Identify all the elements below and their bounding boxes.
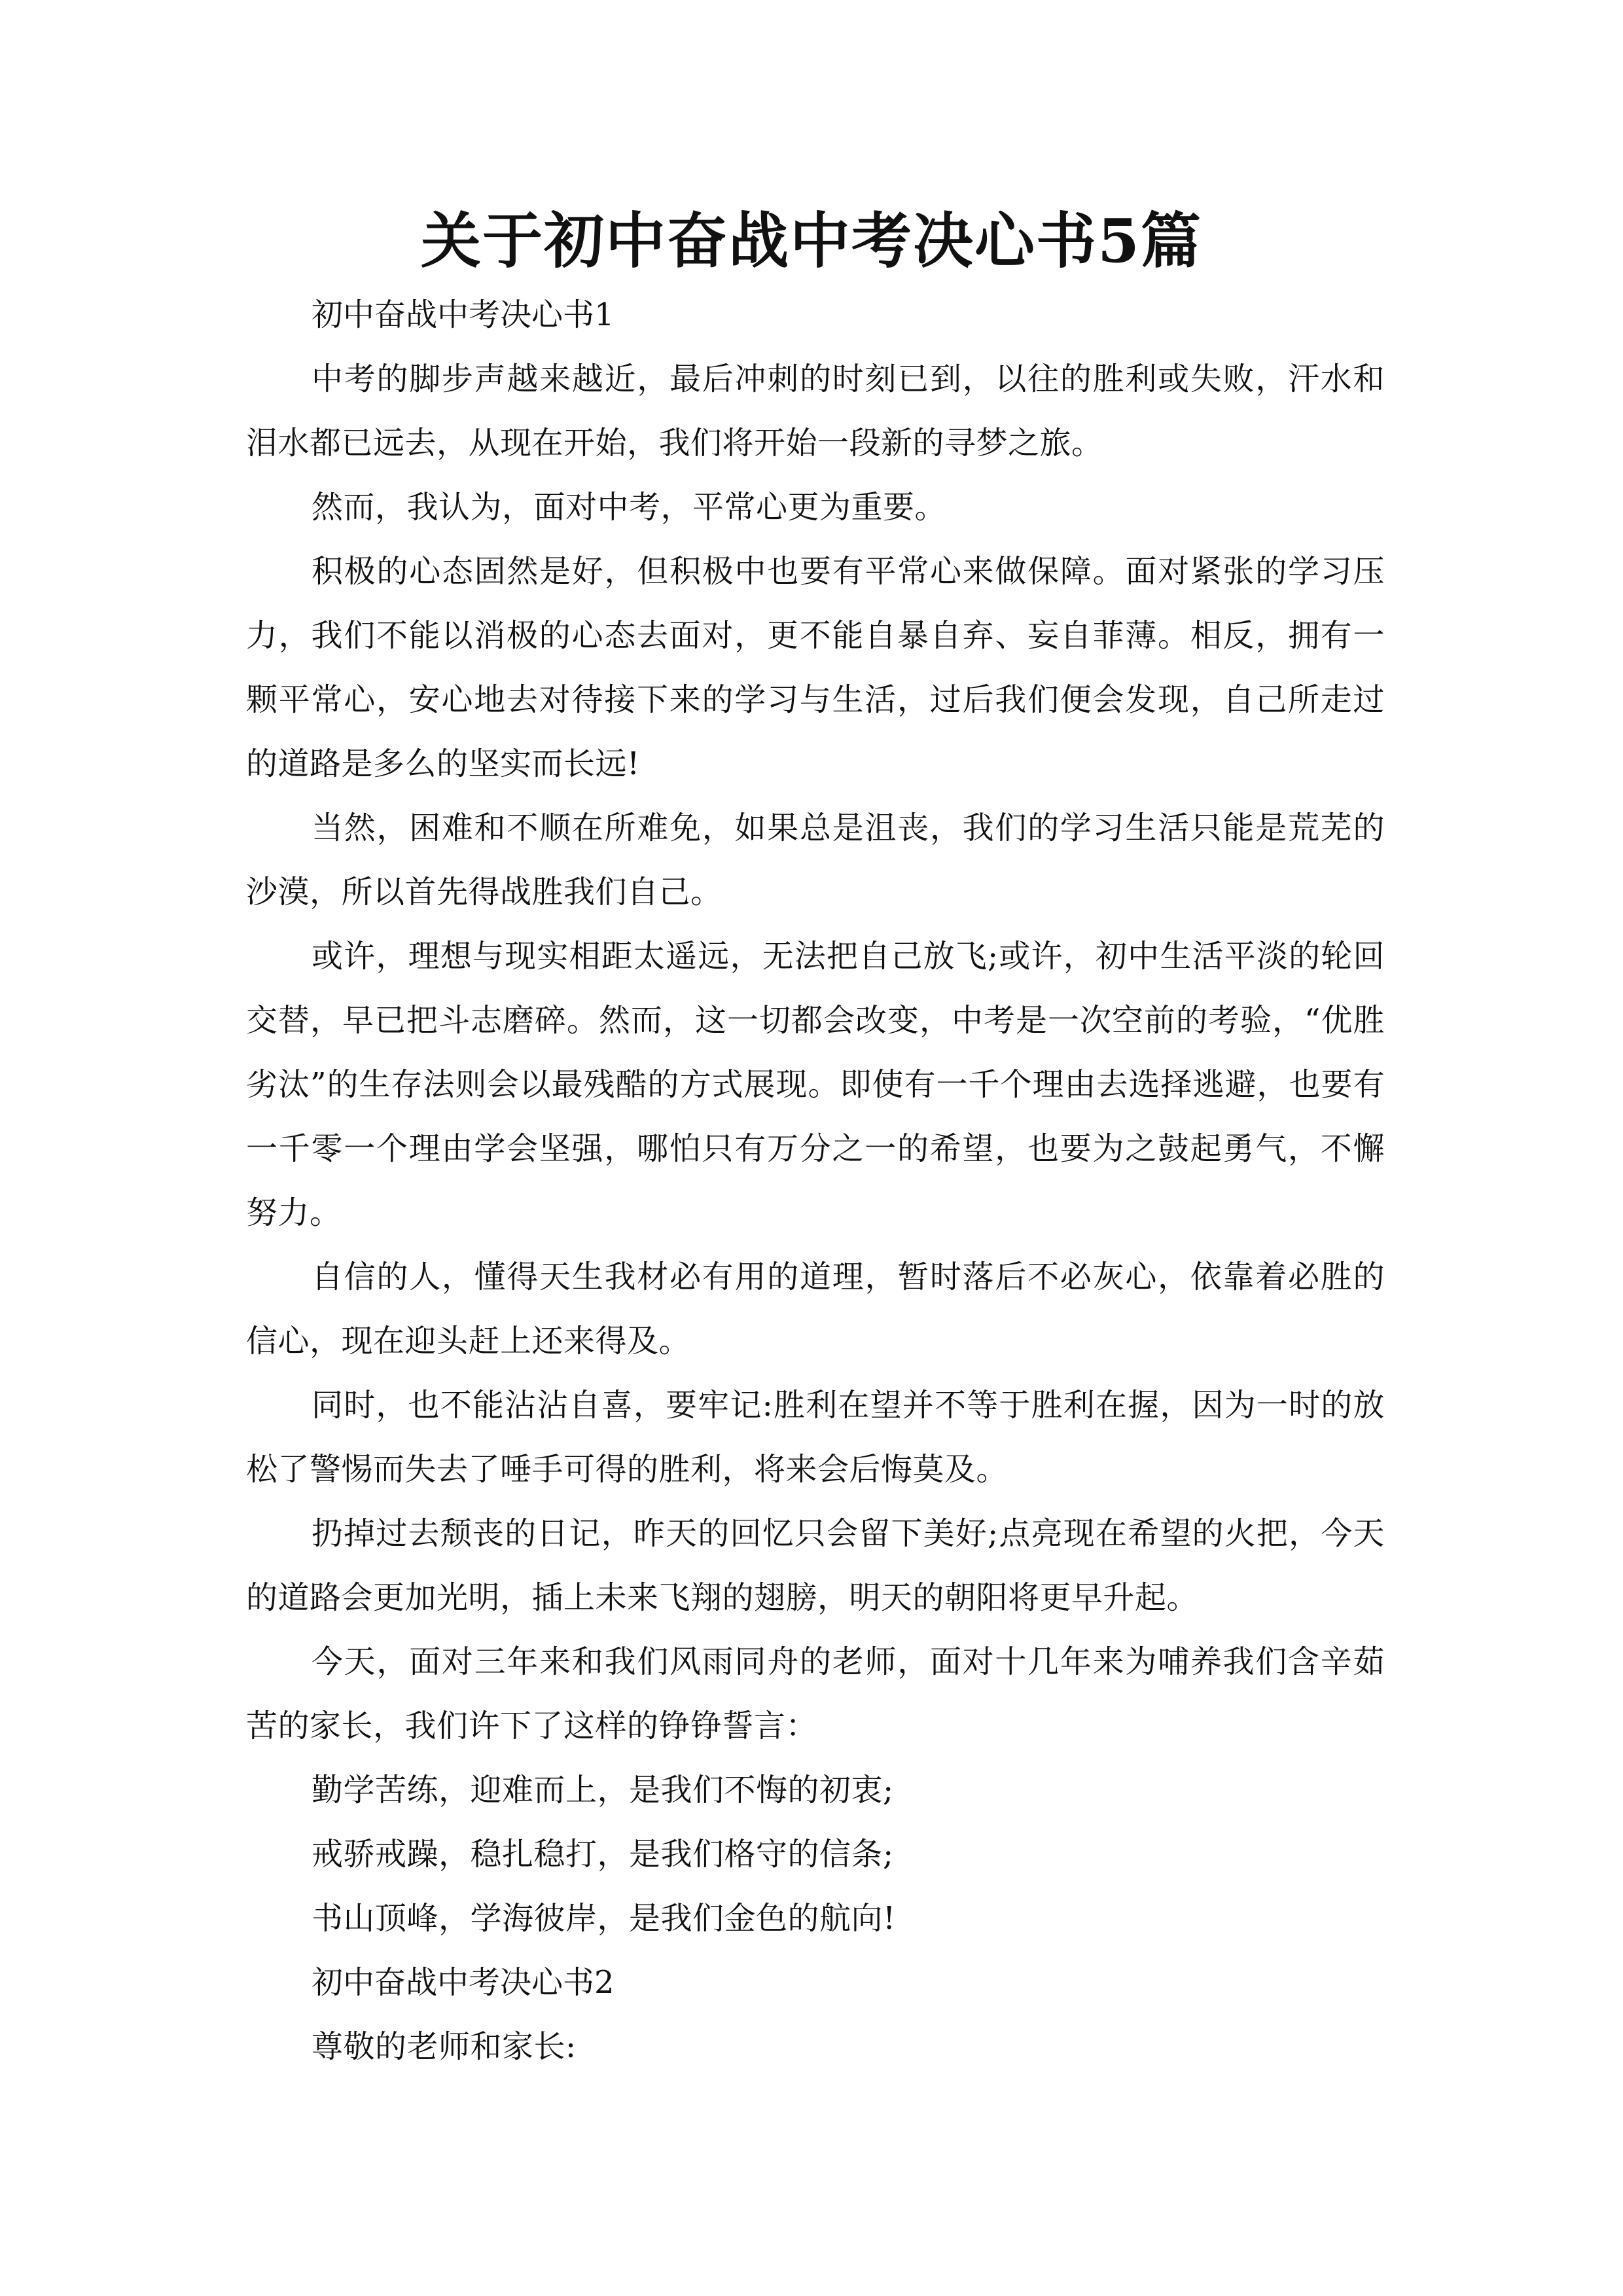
paragraph: 书山顶峰，学海彼岸，是我们金色的航向! [312, 1900, 896, 1937]
document-body [246, 283, 1385, 2079]
paragraph: 中考的脚步声越来越近，最后冲刺的时刻已到，以往的胜利或失败，汗水和泪水都已远去，从现在开始，我们将开始一段新的寻梦之旅。 [246, 361, 1385, 461]
paragraph: 今天，面对三年来和我们风雨同舟的老师，面对十几年来为哺养我们含辛茹苦的家长，我们许下了这样的铮铮誓言： [246, 1643, 1385, 1744]
paragraph: 尊敬的老师和家长: [312, 2028, 577, 2065]
paragraph: 勤学苦练，迎难而上，是我们不悔的初衷; [312, 1772, 894, 1808]
paragraph: 积极的心态固然是好，但积极中也要有平常心来做保障。面对紧张的学习压力，我们不能以消极的心态去面对，更不能自暴自弃、妄自菲薄。相反，拥有一颗平常心，安心地去对待接下来的学习与生活，过后我们便会发现，自己所走过的道路是多么的坚实而长远! [246, 553, 1385, 782]
section-heading: 初中奋战中考决心书1 [312, 296, 615, 333]
paragraph: 当然，困难和不顺在所难免，如果总是沮丧，我们的学习生活只能是荒芜的沙漠，所以首先得战胜我们自己。 [246, 810, 1385, 910]
document-title: 关于初中奋战中考决心书5篇 [420, 206, 1202, 276]
section-heading: 初中奋战中考决心书2 [312, 1964, 615, 2001]
paragraph: 自信的人，懂得天生我材必有用的道理，暂时落后不必灰心，依靠着必胜的信心，现在迎头赶上还来得及。 [246, 1259, 1385, 1359]
paragraph: 或许，理想与现实相距太遥远，无法把自己放飞;或许，初中生活平淡的轮回交替，早已把斗志磨碎。然而，这一切都会改变，中考是一次空前的考验，“优胜劣汰”的生存法则会以最残酷的方式展现。即使有一千个理由去选择逃避，也要有一千零一个理由学会坚强，哪怕只有万分之一的希望，也要为之鼓起勇气，不懈努力。 [246, 938, 1385, 1231]
paragraph: 戒骄戒躁，稳扎稳打，是我们格守的信条; [312, 1836, 894, 1873]
paragraph: 同时，也不能沾沾自喜，要牢记:胜利在望并不等于胜利在握，因为一时的放松了警惕而失去了唾手可得的胜利，将来会后悔莫及。 [246, 1387, 1385, 1488]
paragraph: 然而，我认为，面对中考，平常心更为重要。 [312, 489, 947, 526]
paragraph: 扔掉过去颓丧的日记，昨天的回忆只会留下美好;点亮现在希望的火把，今天的道路会更加光明，插上未来飞翔的翅膀，明天的朝阳将更早升起。 [246, 1515, 1385, 1616]
